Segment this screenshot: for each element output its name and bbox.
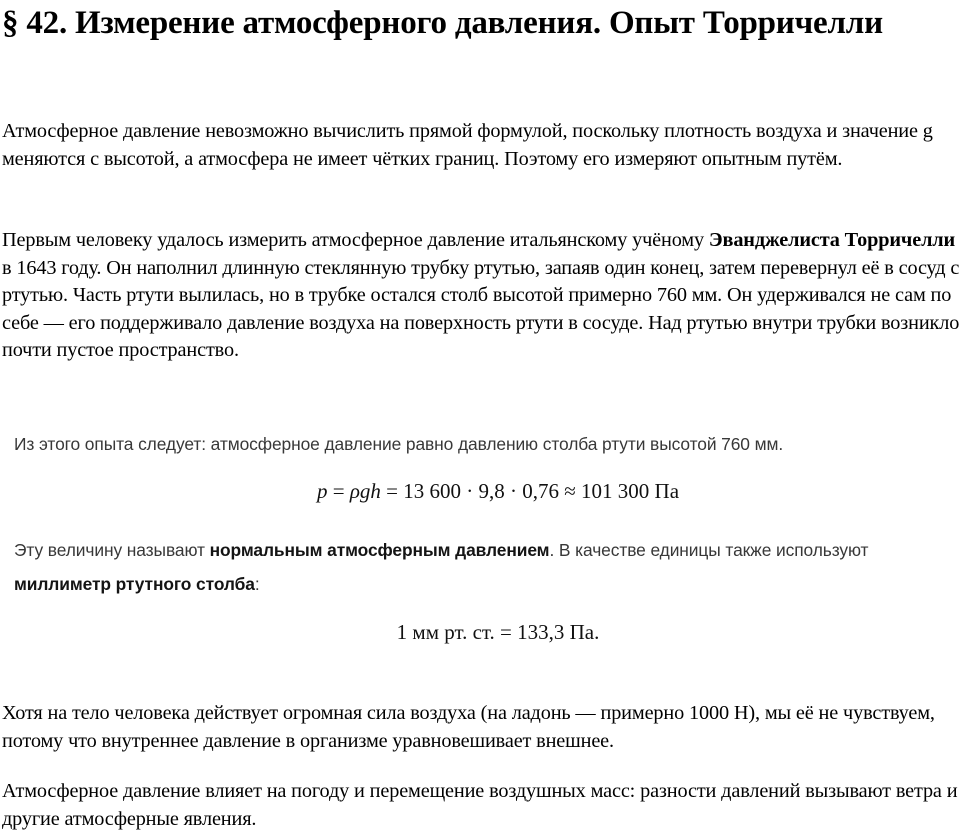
- text-segment: Первым человеку удалось измерить атмосферное давление итальянскому учёному: [2, 229, 709, 251]
- text-segment: Эту величину называют: [14, 540, 210, 560]
- term-normal-pressure: нормальным атмосферным давлением: [209, 540, 550, 560]
- paragraph-torricelli-experiment: [2, 227, 966, 365]
- scientist-name: Эванджелиста Торричелли: [708, 229, 956, 251]
- formula-pressure: [0, 479, 966, 504]
- formula-mmhg-conversion: 1 мм рт. ст. = 133,3 Па.: [396, 620, 600, 644]
- paragraph-measurement-intro: Атмосферное давление невозможно вычислить прямой формулой, поскольку плотность воздуха и значение g меняются с высотой, а атмосфера не имеет чётких границ. Поэтому его измеряют опытным путём.: [2, 120, 933, 170]
- text-segment: . В качестве единицы также используют: [549, 540, 869, 560]
- formula-calculation: = 13 600 · 9,8 · 0,76 ≈ 101 300 Па: [380, 479, 680, 503]
- text-segment: :: [254, 574, 260, 594]
- text-segment: в 1643 году. Он наполнил длинную стеклянную трубку ртутью, запаяв один конец, затем перевернул её в сосуд с ртутью. Часть ртути вылилась, но в трубке остался столб высотой примерно 760 мм. Он удерживался не сам по себе — его поддерживало давление воздуха на поверхность ртути в сосуде. Над ртутью внутри трубки возникло почти пустое пространство.: [2, 256, 960, 362]
- callout-normal-pressure: [14, 533, 954, 601]
- formula-symbols-rho-g-h: ρgh: [349, 479, 381, 503]
- paragraph-human-body: Хотя на тело человека действует огромная сила воздуха (на ладонь — примерно 1000 Н), мы её не чувствуем, потому что внутреннее давление в организме уравновешивает внешнее.: [2, 702, 935, 752]
- formula-symbol-p: p: [316, 479, 328, 503]
- formula-equals: =: [327, 479, 350, 503]
- section-heading: § 42. Измерение атмосферного давления. Опыт Торричелли: [2, 5, 883, 41]
- term-mm-hg: миллиметр ртутного столба: [14, 574, 255, 594]
- callout-conclusion: Из этого опыта следует: атмосферное давление равно давлению столба ртути высотой 760 мм.: [14, 434, 784, 454]
- paragraph-weather: Атмосферное давление влияет на погоду и перемещение воздушных масс: разности давлений вызывают ветра и другие атмосферные явления.: [2, 780, 958, 830]
